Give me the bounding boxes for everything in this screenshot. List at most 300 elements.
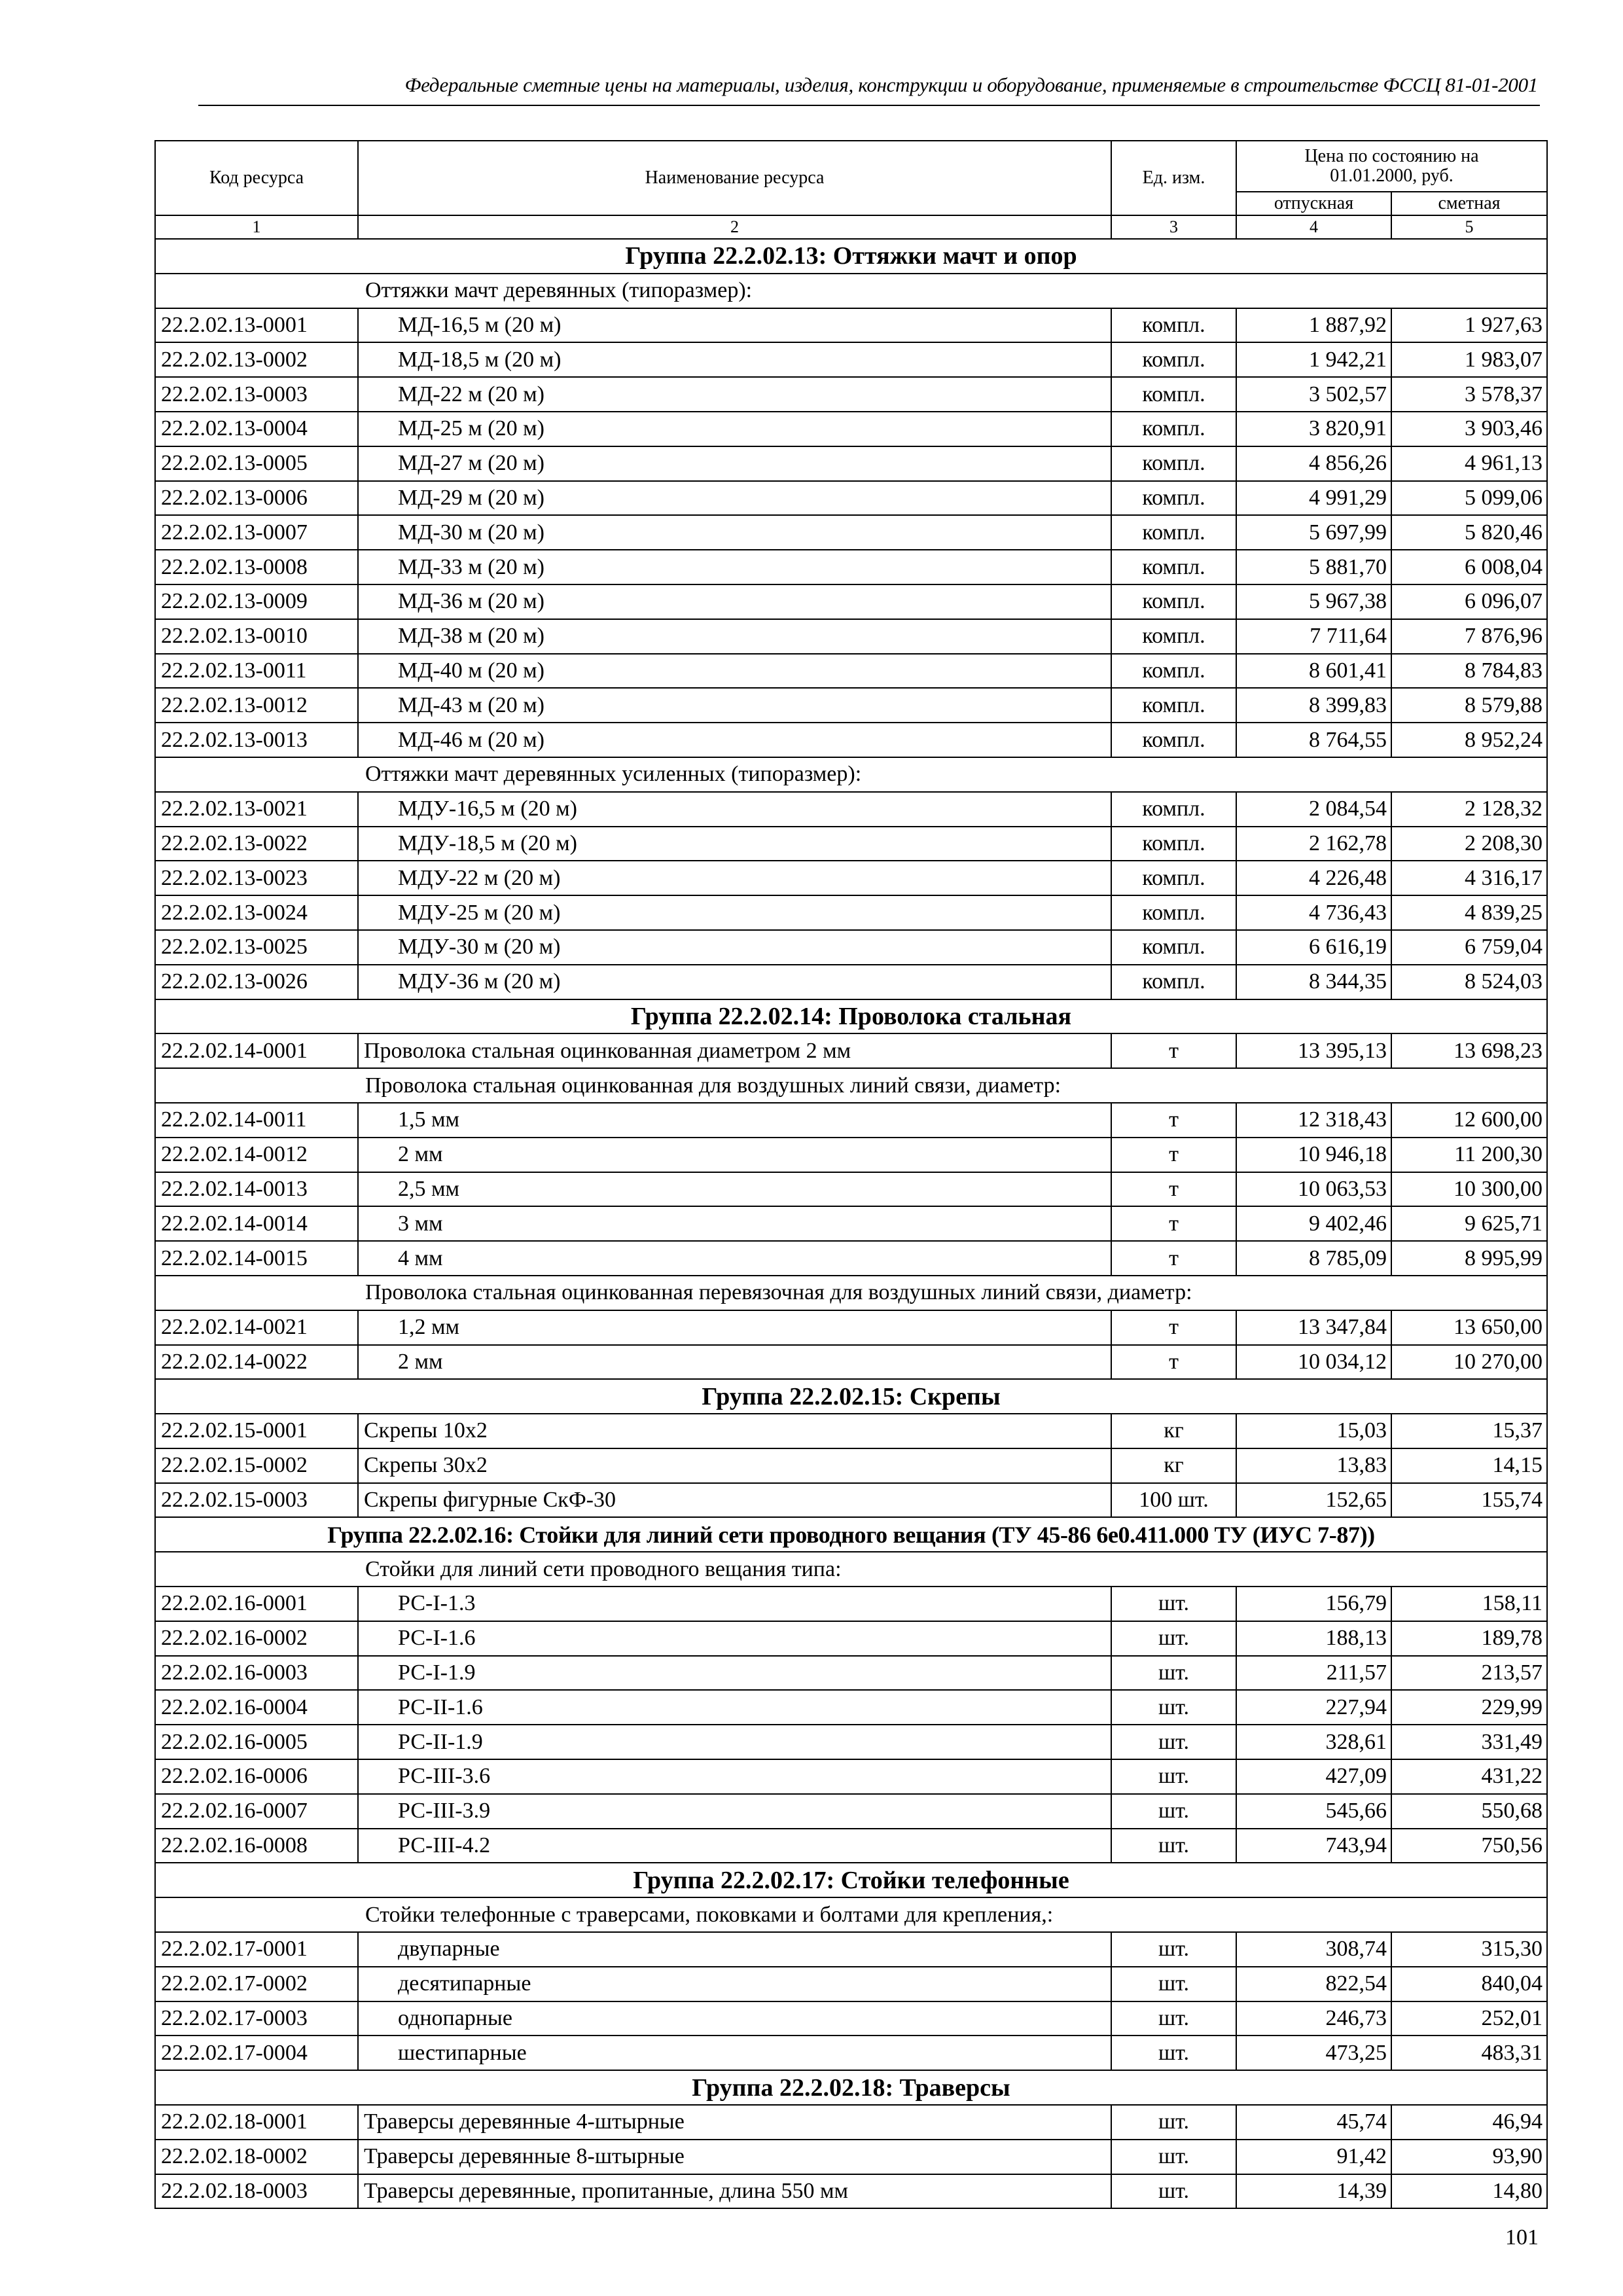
table-row <box>155 2105 1547 2140</box>
table-row <box>155 1690 1547 1725</box>
resource-code: 22.2.02.14-0012 <box>155 1138 358 1172</box>
resource-code: 22.2.02.13-0011 <box>155 654 358 689</box>
estimate-price: 8 995,99 <box>1391 1241 1547 1276</box>
resource-code: 22.2.02.14-0013 <box>155 1172 358 1207</box>
header-estimate-price: сметная <box>1391 192 1547 215</box>
table-row <box>155 1725 1547 1759</box>
header-release-price: отпускная <box>1236 192 1391 215</box>
unit: компл. <box>1111 930 1236 965</box>
resource-code: 22.2.02.16-0007 <box>155 1794 358 1829</box>
resource-code: 22.2.02.18-0003 <box>155 2174 358 2209</box>
release-price: 152,65 <box>1236 1483 1391 1518</box>
group-header-row <box>155 1379 1547 1414</box>
resource-name: Скрепы 10х2 <box>358 1414 1111 1448</box>
release-price: 4 856,26 <box>1236 446 1391 481</box>
estimate-price: 15,37 <box>1391 1414 1547 1448</box>
release-price: 1 887,92 <box>1236 308 1391 343</box>
table-row <box>155 1483 1547 1518</box>
release-price: 4 991,29 <box>1236 481 1391 516</box>
estimate-price: 5 820,46 <box>1391 515 1547 550</box>
unit: т <box>1111 1310 1236 1345</box>
release-price: 227,94 <box>1236 1690 1391 1725</box>
estimate-price: 750,56 <box>1391 1829 1547 1863</box>
resource-name: шестипарные <box>358 2036 1111 2070</box>
resource-name: РС-II-1.6 <box>358 1690 1111 1725</box>
group-header-row <box>155 999 1547 1034</box>
estimate-price: 158,11 <box>1391 1587 1547 1621</box>
unit: т <box>1111 1172 1236 1207</box>
resource-name: МД-16,5 м (20 м) <box>358 308 1111 343</box>
unit: шт. <box>1111 2036 1236 2070</box>
unit: компл. <box>1111 550 1236 584</box>
resource-code: 22.2.02.13-0013 <box>155 723 358 757</box>
table-row <box>155 654 1547 689</box>
release-price: 8 785,09 <box>1236 1241 1391 1276</box>
unit: шт. <box>1111 1656 1236 1691</box>
estimate-price: 2 208,30 <box>1391 827 1547 861</box>
subgroup-row <box>155 274 1547 308</box>
table-row <box>155 1033 1547 1068</box>
resource-name: МД-29 м (20 м) <box>358 481 1111 516</box>
unit: компл. <box>1111 412 1236 446</box>
table-row <box>155 446 1547 481</box>
resource-code: 22.2.02.14-0022 <box>155 1345 358 1380</box>
group-title: Группа 22.2.02.16: Стойки для линий сети проводного вещания (ТУ 45-86 6е0.411.000 ТУ (ИУС 7-87)) <box>155 1517 1547 1552</box>
table-row <box>155 1414 1547 1448</box>
unit: компл. <box>1111 446 1236 481</box>
estimate-price: 4 961,13 <box>1391 446 1547 481</box>
estimate-price: 550,68 <box>1391 1794 1547 1829</box>
estimate-price: 9 625,71 <box>1391 1206 1547 1241</box>
release-price: 14,39 <box>1236 2174 1391 2209</box>
resource-code: 22.2.02.13-0005 <box>155 446 358 481</box>
resource-code: 22.2.02.13-0007 <box>155 515 358 550</box>
unit: кг <box>1111 1448 1236 1483</box>
release-price: 13 347,84 <box>1236 1310 1391 1345</box>
header-price: Цена по состоянию на 01.01.2000, руб. <box>1236 141 1547 192</box>
resource-name: РС-III-4.2 <box>358 1829 1111 1863</box>
table-row <box>155 2036 1547 2070</box>
estimate-price: 93,90 <box>1391 2140 1547 2174</box>
release-price: 328,61 <box>1236 1725 1391 1759</box>
resource-name: МД-27 м (20 м) <box>358 446 1111 481</box>
table-row <box>155 481 1547 516</box>
resource-name: МДУ-25 м (20 м) <box>358 895 1111 930</box>
release-price: 822,54 <box>1236 1967 1391 2001</box>
table-row <box>155 1345 1547 1380</box>
release-price: 8 344,35 <box>1236 965 1391 999</box>
resource-code: 22.2.02.15-0003 <box>155 1483 358 1518</box>
unit: шт. <box>1111 1932 1236 1967</box>
resource-name: МДУ-36 м (20 м) <box>358 965 1111 999</box>
release-price: 545,66 <box>1236 1794 1391 1829</box>
resource-name: МД-43 м (20 м) <box>358 688 1111 723</box>
resource-code: 22.2.02.14-0021 <box>155 1310 358 1345</box>
resource-name: Проволока стальная оцинкованная диаметром 2 мм <box>358 1033 1111 1068</box>
table-row <box>155 1241 1547 1276</box>
table-row <box>155 1794 1547 1829</box>
resource-code: 22.2.02.14-0001 <box>155 1033 358 1068</box>
estimate-price: 4 316,17 <box>1391 861 1547 895</box>
unit: шт. <box>1111 1587 1236 1621</box>
estimate-price: 229,99 <box>1391 1690 1547 1725</box>
group-header-row <box>155 1863 1547 1897</box>
subgroup-title: Проволока стальная оцинкованная перевязочная для воздушных линий связи, диаметр: <box>155 1276 1547 1310</box>
resource-name: МД-38 м (20 м) <box>358 619 1111 654</box>
unit: шт. <box>1111 1759 1236 1794</box>
resource-name: РС-III-3.6 <box>358 1759 1111 1794</box>
resource-code: 22.2.02.16-0004 <box>155 1690 358 1725</box>
column-number: 5 <box>1391 215 1547 239</box>
table-row <box>155 515 1547 550</box>
subgroup-title: Оттяжки мачт деревянных усиленных (типоразмер): <box>155 757 1547 792</box>
resource-name: 2 мм <box>358 1138 1111 1172</box>
release-price: 5 967,38 <box>1236 584 1391 619</box>
release-price: 2 162,78 <box>1236 827 1391 861</box>
resource-code: 22.2.02.13-0002 <box>155 342 358 377</box>
group-title: Группа 22.2.02.17: Стойки телефонные <box>155 1863 1547 1897</box>
unit: компл. <box>1111 584 1236 619</box>
estimate-price: 10 300,00 <box>1391 1172 1547 1207</box>
resource-code: 22.2.02.17-0001 <box>155 1932 358 1967</box>
unit: шт. <box>1111 1829 1236 1863</box>
resource-name: 3 мм <box>358 1206 1111 1241</box>
subgroup-row <box>155 1276 1547 1310</box>
unit: компл. <box>1111 377 1236 412</box>
estimate-price: 252,01 <box>1391 2001 1547 2036</box>
table-row <box>155 1138 1547 1172</box>
table-row <box>155 2174 1547 2209</box>
unit: шт. <box>1111 2001 1236 2036</box>
release-price: 427,09 <box>1236 1759 1391 1794</box>
unit: т <box>1111 1138 1236 1172</box>
release-price: 4 226,48 <box>1236 861 1391 895</box>
header-name: Наименование ресурса <box>358 141 1111 215</box>
unit: 100 шт. <box>1111 1483 1236 1518</box>
resource-code: 22.2.02.13-0012 <box>155 688 358 723</box>
estimate-price: 8 579,88 <box>1391 688 1547 723</box>
resource-name: Траверсы деревянные 8-штырные <box>358 2140 1111 2174</box>
resource-code: 22.2.02.16-0003 <box>155 1656 358 1691</box>
resource-name: МД-25 м (20 м) <box>358 412 1111 446</box>
estimate-price: 46,94 <box>1391 2105 1547 2140</box>
resource-code: 22.2.02.15-0002 <box>155 1448 358 1483</box>
unit: компл. <box>1111 827 1236 861</box>
unit: компл. <box>1111 481 1236 516</box>
unit: т <box>1111 1206 1236 1241</box>
group-header-row <box>155 1517 1547 1552</box>
table-row <box>155 1310 1547 1345</box>
resource-name: МД-46 м (20 м) <box>358 723 1111 757</box>
estimate-price: 483,31 <box>1391 2036 1547 2070</box>
resource-code: 22.2.02.17-0002 <box>155 1967 358 2001</box>
release-price: 15,03 <box>1236 1414 1391 1448</box>
estimate-price: 1 983,07 <box>1391 342 1547 377</box>
resource-name: десятипарные <box>358 1967 1111 2001</box>
resource-name: 1,5 мм <box>358 1103 1111 1138</box>
resource-code: 22.2.02.13-0004 <box>155 412 358 446</box>
resource-code: 22.2.02.14-0014 <box>155 1206 358 1241</box>
table-row <box>155 584 1547 619</box>
release-price: 473,25 <box>1236 2036 1391 2070</box>
estimate-price: 6 096,07 <box>1391 584 1547 619</box>
estimate-price: 315,30 <box>1391 1932 1547 1967</box>
release-price: 13,83 <box>1236 1448 1391 1483</box>
unit: т <box>1111 1241 1236 1276</box>
resource-code: 22.2.02.16-0005 <box>155 1725 358 1759</box>
estimate-price: 331,49 <box>1391 1725 1547 1759</box>
release-price: 12 318,43 <box>1236 1103 1391 1138</box>
resource-code: 22.2.02.17-0004 <box>155 2036 358 2070</box>
resource-code: 22.2.02.13-0003 <box>155 377 358 412</box>
table-row <box>155 1448 1547 1483</box>
release-price: 3 820,91 <box>1236 412 1391 446</box>
resource-code: 22.2.02.13-0001 <box>155 308 358 343</box>
estimate-price: 6 008,04 <box>1391 550 1547 584</box>
page-number: 101 <box>1505 2225 1539 2250</box>
estimate-price: 431,22 <box>1391 1759 1547 1794</box>
resource-name: РС-I-1.6 <box>358 1621 1111 1656</box>
estimate-price: 5 099,06 <box>1391 481 1547 516</box>
resource-code: 22.2.02.13-0008 <box>155 550 358 584</box>
estimate-price: 8 952,24 <box>1391 723 1547 757</box>
resource-name: МД-18,5 м (20 м) <box>358 342 1111 377</box>
unit: компл. <box>1111 723 1236 757</box>
column-number: 2 <box>358 215 1111 239</box>
resource-name: 4 мм <box>358 1241 1111 1276</box>
table-row <box>155 619 1547 654</box>
resource-code: 22.2.02.18-0001 <box>155 2105 358 2140</box>
release-price: 7 711,64 <box>1236 619 1391 654</box>
resource-code: 22.2.02.16-0001 <box>155 1587 358 1621</box>
release-price: 188,13 <box>1236 1621 1391 1656</box>
release-price: 1 942,21 <box>1236 342 1391 377</box>
resource-code: 22.2.02.13-0006 <box>155 481 358 516</box>
release-price: 45,74 <box>1236 2105 1391 2140</box>
table-row <box>155 308 1547 343</box>
table-row <box>155 688 1547 723</box>
release-price: 10 034,12 <box>1236 1345 1391 1380</box>
release-price: 5 697,99 <box>1236 515 1391 550</box>
table-row <box>155 792 1547 827</box>
resource-name: Траверсы деревянные, пропитанные, длина 550 мм <box>358 2174 1111 2209</box>
release-price: 3 502,57 <box>1236 377 1391 412</box>
subgroup-title: Оттяжки мачт деревянных (типоразмер): <box>155 274 1547 308</box>
release-price: 91,42 <box>1236 2140 1391 2174</box>
unit: шт. <box>1111 2140 1236 2174</box>
subgroup-row <box>155 757 1547 792</box>
estimate-price: 11 200,30 <box>1391 1138 1547 1172</box>
estimate-price: 155,74 <box>1391 1483 1547 1518</box>
unit: кг <box>1111 1414 1236 1448</box>
table-row <box>155 827 1547 861</box>
unit: компл. <box>1111 308 1236 343</box>
unit: т <box>1111 1033 1236 1068</box>
resource-name: Траверсы деревянные 4-штырные <box>358 2105 1111 2140</box>
resource-name: Скрепы 30х2 <box>358 1448 1111 1483</box>
release-price: 308,74 <box>1236 1932 1391 1967</box>
resource-name: однопарные <box>358 2001 1111 2036</box>
estimate-price: 2 128,32 <box>1391 792 1547 827</box>
unit: шт. <box>1111 1794 1236 1829</box>
resource-name: 2 мм <box>358 1345 1111 1380</box>
table-row <box>155 1172 1547 1207</box>
group-header-row <box>155 2070 1547 2105</box>
resource-name: МДУ-30 м (20 м) <box>358 930 1111 965</box>
resource-name: МДУ-18,5 м (20 м) <box>358 827 1111 861</box>
estimate-price: 8 524,03 <box>1391 965 1547 999</box>
resource-name: Скрепы фигурные СкФ-30 <box>358 1483 1111 1518</box>
table-row <box>155 1932 1547 1967</box>
table-row <box>155 1656 1547 1691</box>
resource-name: МД-33 м (20 м) <box>358 550 1111 584</box>
resource-name: двупарные <box>358 1932 1111 1967</box>
estimate-price: 13 698,23 <box>1391 1033 1547 1068</box>
group-header-row <box>155 239 1547 274</box>
column-number: 4 <box>1236 215 1391 239</box>
estimate-price: 4 839,25 <box>1391 895 1547 930</box>
table-row <box>155 1103 1547 1138</box>
resource-name: МДУ-22 м (20 м) <box>358 861 1111 895</box>
subgroup-title: Проволока стальная оцинкованная для воздушных линий связи, диаметр: <box>155 1068 1547 1103</box>
release-price: 156,79 <box>1236 1587 1391 1621</box>
resource-code: 22.2.02.13-0025 <box>155 930 358 965</box>
resource-code: 22.2.02.18-0002 <box>155 2140 358 2174</box>
table-row <box>155 1621 1547 1656</box>
unit: компл. <box>1111 861 1236 895</box>
table-row <box>155 861 1547 895</box>
unit: шт. <box>1111 2174 1236 2209</box>
estimate-price: 13 650,00 <box>1391 1310 1547 1345</box>
header-code: Код ресурса <box>155 141 358 215</box>
unit: шт. <box>1111 2105 1236 2140</box>
table-row <box>155 412 1547 446</box>
table-row <box>155 1587 1547 1621</box>
estimate-price: 1 927,63 <box>1391 308 1547 343</box>
table-row <box>155 342 1547 377</box>
resource-code: 22.2.02.16-0002 <box>155 1621 358 1656</box>
group-title: Группа 22.2.02.13: Оттяжки мачт и опор <box>155 239 1547 274</box>
subgroup-row <box>155 1552 1547 1587</box>
resource-name: 1,2 мм <box>358 1310 1111 1345</box>
subgroup-row <box>155 1068 1547 1103</box>
price-table <box>154 140 1548 2209</box>
unit: шт. <box>1111 1621 1236 1656</box>
unit: компл. <box>1111 688 1236 723</box>
resource-code: 22.2.02.16-0006 <box>155 1759 358 1794</box>
column-number: 1 <box>155 215 358 239</box>
estimate-price: 10 270,00 <box>1391 1345 1547 1380</box>
table-row <box>155 930 1547 965</box>
resource-name: МД-36 м (20 м) <box>358 584 1111 619</box>
unit: т <box>1111 1103 1236 1138</box>
unit: компл. <box>1111 619 1236 654</box>
group-title: Группа 22.2.02.14: Проволока стальная <box>155 999 1547 1034</box>
estimate-price: 14,80 <box>1391 2174 1547 2209</box>
table-row <box>155 2140 1547 2174</box>
resource-name: МД-22 м (20 м) <box>358 377 1111 412</box>
resource-code: 22.2.02.13-0023 <box>155 861 358 895</box>
estimate-price: 14,15 <box>1391 1448 1547 1483</box>
release-price: 10 063,53 <box>1236 1172 1391 1207</box>
unit: т <box>1111 1345 1236 1380</box>
unit: шт. <box>1111 1690 1236 1725</box>
unit: компл. <box>1111 342 1236 377</box>
release-price: 5 881,70 <box>1236 550 1391 584</box>
header-unit: Ед. изм. <box>1111 141 1236 215</box>
table-row <box>155 895 1547 930</box>
resource-name: РС-II-1.9 <box>358 1725 1111 1759</box>
estimate-price: 213,57 <box>1391 1656 1547 1691</box>
table-row <box>155 550 1547 584</box>
resource-name: РС-I-1.9 <box>358 1656 1111 1691</box>
resource-code: 22.2.02.14-0011 <box>155 1103 358 1138</box>
release-price: 9 402,46 <box>1236 1206 1391 1241</box>
release-price: 10 946,18 <box>1236 1138 1391 1172</box>
unit: компл. <box>1111 654 1236 689</box>
estimate-price: 840,04 <box>1391 1967 1547 2001</box>
resource-code: 22.2.02.13-0009 <box>155 584 358 619</box>
group-title: Группа 22.2.02.18: Траверсы <box>155 2070 1547 2105</box>
resource-name: РС-I-1.3 <box>358 1587 1111 1621</box>
release-price: 4 736,43 <box>1236 895 1391 930</box>
resource-code: 22.2.02.17-0003 <box>155 2001 358 2036</box>
resource-code: 22.2.02.15-0001 <box>155 1414 358 1448</box>
header-rule <box>198 105 1540 106</box>
subgroup-row <box>155 1897 1547 1932</box>
resource-name: РС-III-3.9 <box>358 1794 1111 1829</box>
estimate-price: 6 759,04 <box>1391 930 1547 965</box>
release-price: 8 399,83 <box>1236 688 1391 723</box>
unit: компл. <box>1111 515 1236 550</box>
table-row <box>155 1759 1547 1794</box>
release-price: 246,73 <box>1236 2001 1391 2036</box>
release-price: 743,94 <box>1236 1829 1391 1863</box>
table-row <box>155 2001 1547 2036</box>
subgroup-title: Стойки для линий сети проводного вещания типа: <box>155 1552 1547 1587</box>
estimate-price: 189,78 <box>1391 1621 1547 1656</box>
unit: шт. <box>1111 1725 1236 1759</box>
release-price: 13 395,13 <box>1236 1033 1391 1068</box>
estimate-price: 12 600,00 <box>1391 1103 1547 1138</box>
table-row <box>155 1829 1547 1863</box>
release-price: 211,57 <box>1236 1656 1391 1691</box>
estimate-price: 8 784,83 <box>1391 654 1547 689</box>
unit: компл. <box>1111 792 1236 827</box>
table-row <box>155 1967 1547 2001</box>
resource-code: 22.2.02.13-0021 <box>155 792 358 827</box>
resource-code: 22.2.02.13-0026 <box>155 965 358 999</box>
resource-code: 22.2.02.13-0024 <box>155 895 358 930</box>
unit: шт. <box>1111 1967 1236 2001</box>
unit: компл. <box>1111 965 1236 999</box>
release-price: 2 084,54 <box>1236 792 1391 827</box>
table-row <box>155 377 1547 412</box>
running-head: Федеральные сметные цены на материалы, изделия, конструкции и оборудование, применяемые в строительстве ФССЦ 81-01-2001 <box>404 73 1538 96</box>
resource-name: 2,5 мм <box>358 1172 1111 1207</box>
estimate-price: 3 578,37 <box>1391 377 1547 412</box>
estimate-price: 7 876,96 <box>1391 619 1547 654</box>
resource-code: 22.2.02.16-0008 <box>155 1829 358 1863</box>
table-row <box>155 723 1547 757</box>
resource-name: МДУ-16,5 м (20 м) <box>358 792 1111 827</box>
subgroup-title: Стойки телефонные с траверсами, поковками и болтами для крепления,: <box>155 1897 1547 1932</box>
estimate-price: 3 903,46 <box>1391 412 1547 446</box>
table-row <box>155 965 1547 999</box>
release-price: 8 601,41 <box>1236 654 1391 689</box>
resource-code: 22.2.02.13-0022 <box>155 827 358 861</box>
unit: компл. <box>1111 895 1236 930</box>
